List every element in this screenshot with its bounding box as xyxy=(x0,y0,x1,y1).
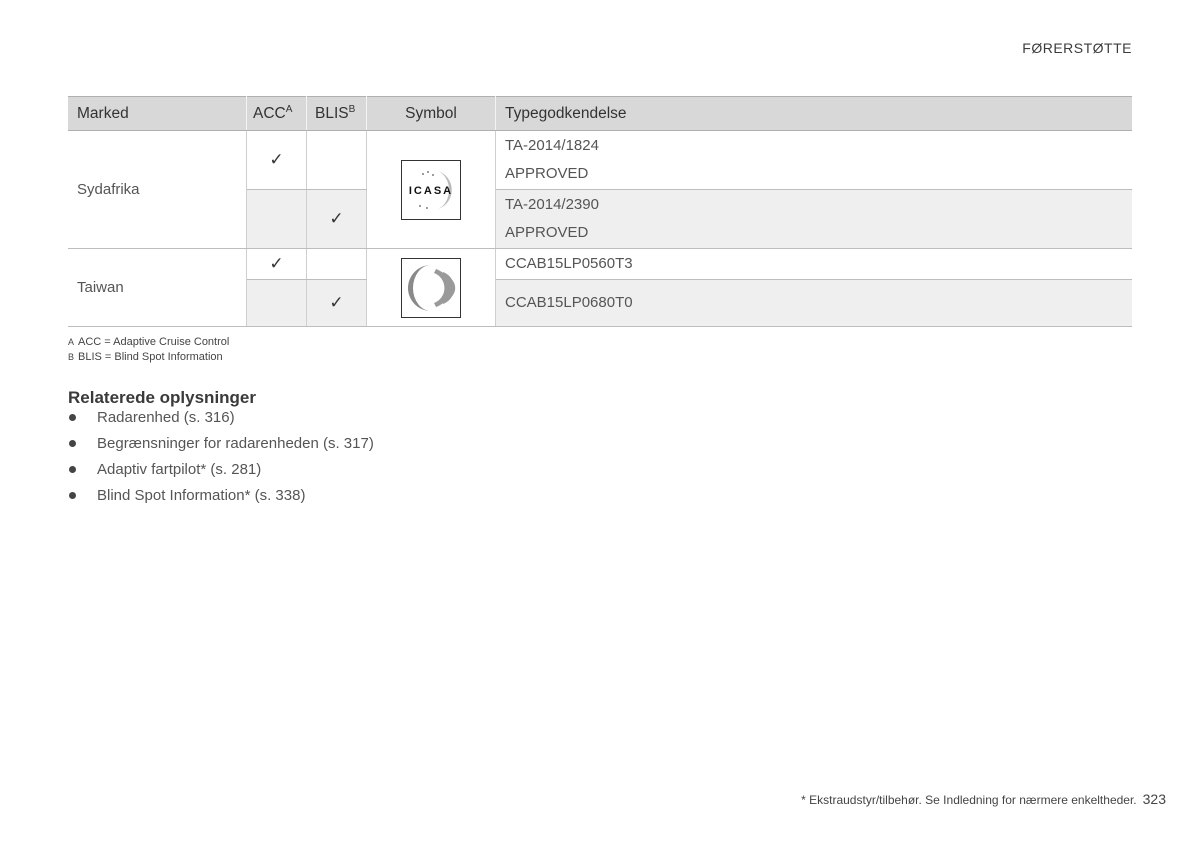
approval-cell: TA-2014/2390 APPROVED xyxy=(496,190,1133,249)
icasa-logo-graphic xyxy=(402,161,460,219)
related-link[interactable]: Adaptiv fartpilot* (s. 281) xyxy=(68,460,374,486)
related-link[interactable]: Blind Spot Information* (s. 338) xyxy=(68,486,374,512)
table-header-row xyxy=(68,97,1132,131)
acc-check-cell xyxy=(247,190,307,249)
approval-cell: TA-2014/1824 APPROVED xyxy=(496,131,1133,190)
related-info-title: Relaterede oplysninger xyxy=(68,388,257,407)
symbol-cell xyxy=(367,249,496,327)
column-header-approval: Typegodkendelse xyxy=(496,97,1133,131)
related-link[interactable]: Radarenhed (s. 316) xyxy=(68,408,374,434)
market-cell: Sydafrika xyxy=(68,131,247,249)
column-header-market: Marked xyxy=(68,97,247,131)
approval-table xyxy=(68,96,1132,327)
related-info-list xyxy=(68,408,374,512)
table-row xyxy=(68,249,1132,280)
svg-text:ICASA: ICASA xyxy=(408,184,454,197)
bullet-icon xyxy=(69,466,76,473)
page-number: 323 xyxy=(1142,791,1166,807)
footnote: A ACC = Adaptive Cruise Control xyxy=(68,336,230,348)
bullet-icon xyxy=(69,492,76,499)
column-header-symbol: Symbol xyxy=(367,97,496,131)
column-header-blis: $BLIS^B$ xyxy=(307,97,367,131)
section-header: FØRERSTØTTE xyxy=(1022,40,1132,56)
footer-note: * Ekstraudstyr/tilbehør. Se Indledning for nærmere enkeltheder. xyxy=(801,793,1137,807)
footnotes xyxy=(68,335,229,365)
ncc-logo-graphic xyxy=(402,259,460,317)
approval-cell: CCAB15LP0560T3 xyxy=(496,249,1133,280)
symbol-cell xyxy=(367,131,496,249)
blis-check-cell xyxy=(307,249,367,280)
blis-check-cell: ✓ xyxy=(307,190,367,249)
acc-check-cell xyxy=(247,280,307,327)
bullet-icon xyxy=(69,414,76,421)
icasa-logo xyxy=(401,160,461,220)
column-header-acc: $ACC^A$ xyxy=(247,97,307,131)
acc-check-cell: ✓ xyxy=(247,249,307,280)
acc-check-cell: ✓ xyxy=(247,131,307,190)
market-cell: Taiwan xyxy=(68,249,247,327)
blis-check-cell: ✓ xyxy=(307,280,367,327)
footnote: B BLIS = Blind Spot Information xyxy=(68,351,223,363)
bullet-icon xyxy=(69,440,76,447)
page-footer xyxy=(801,791,1166,807)
approval-cell: CCAB15LP0680T0 xyxy=(496,280,1133,327)
blis-check-cell xyxy=(307,131,367,190)
ncc-logo xyxy=(401,258,461,318)
table-row xyxy=(68,131,1132,190)
related-link[interactable]: Begrænsninger for radarenheden (s. 317) xyxy=(68,434,374,460)
